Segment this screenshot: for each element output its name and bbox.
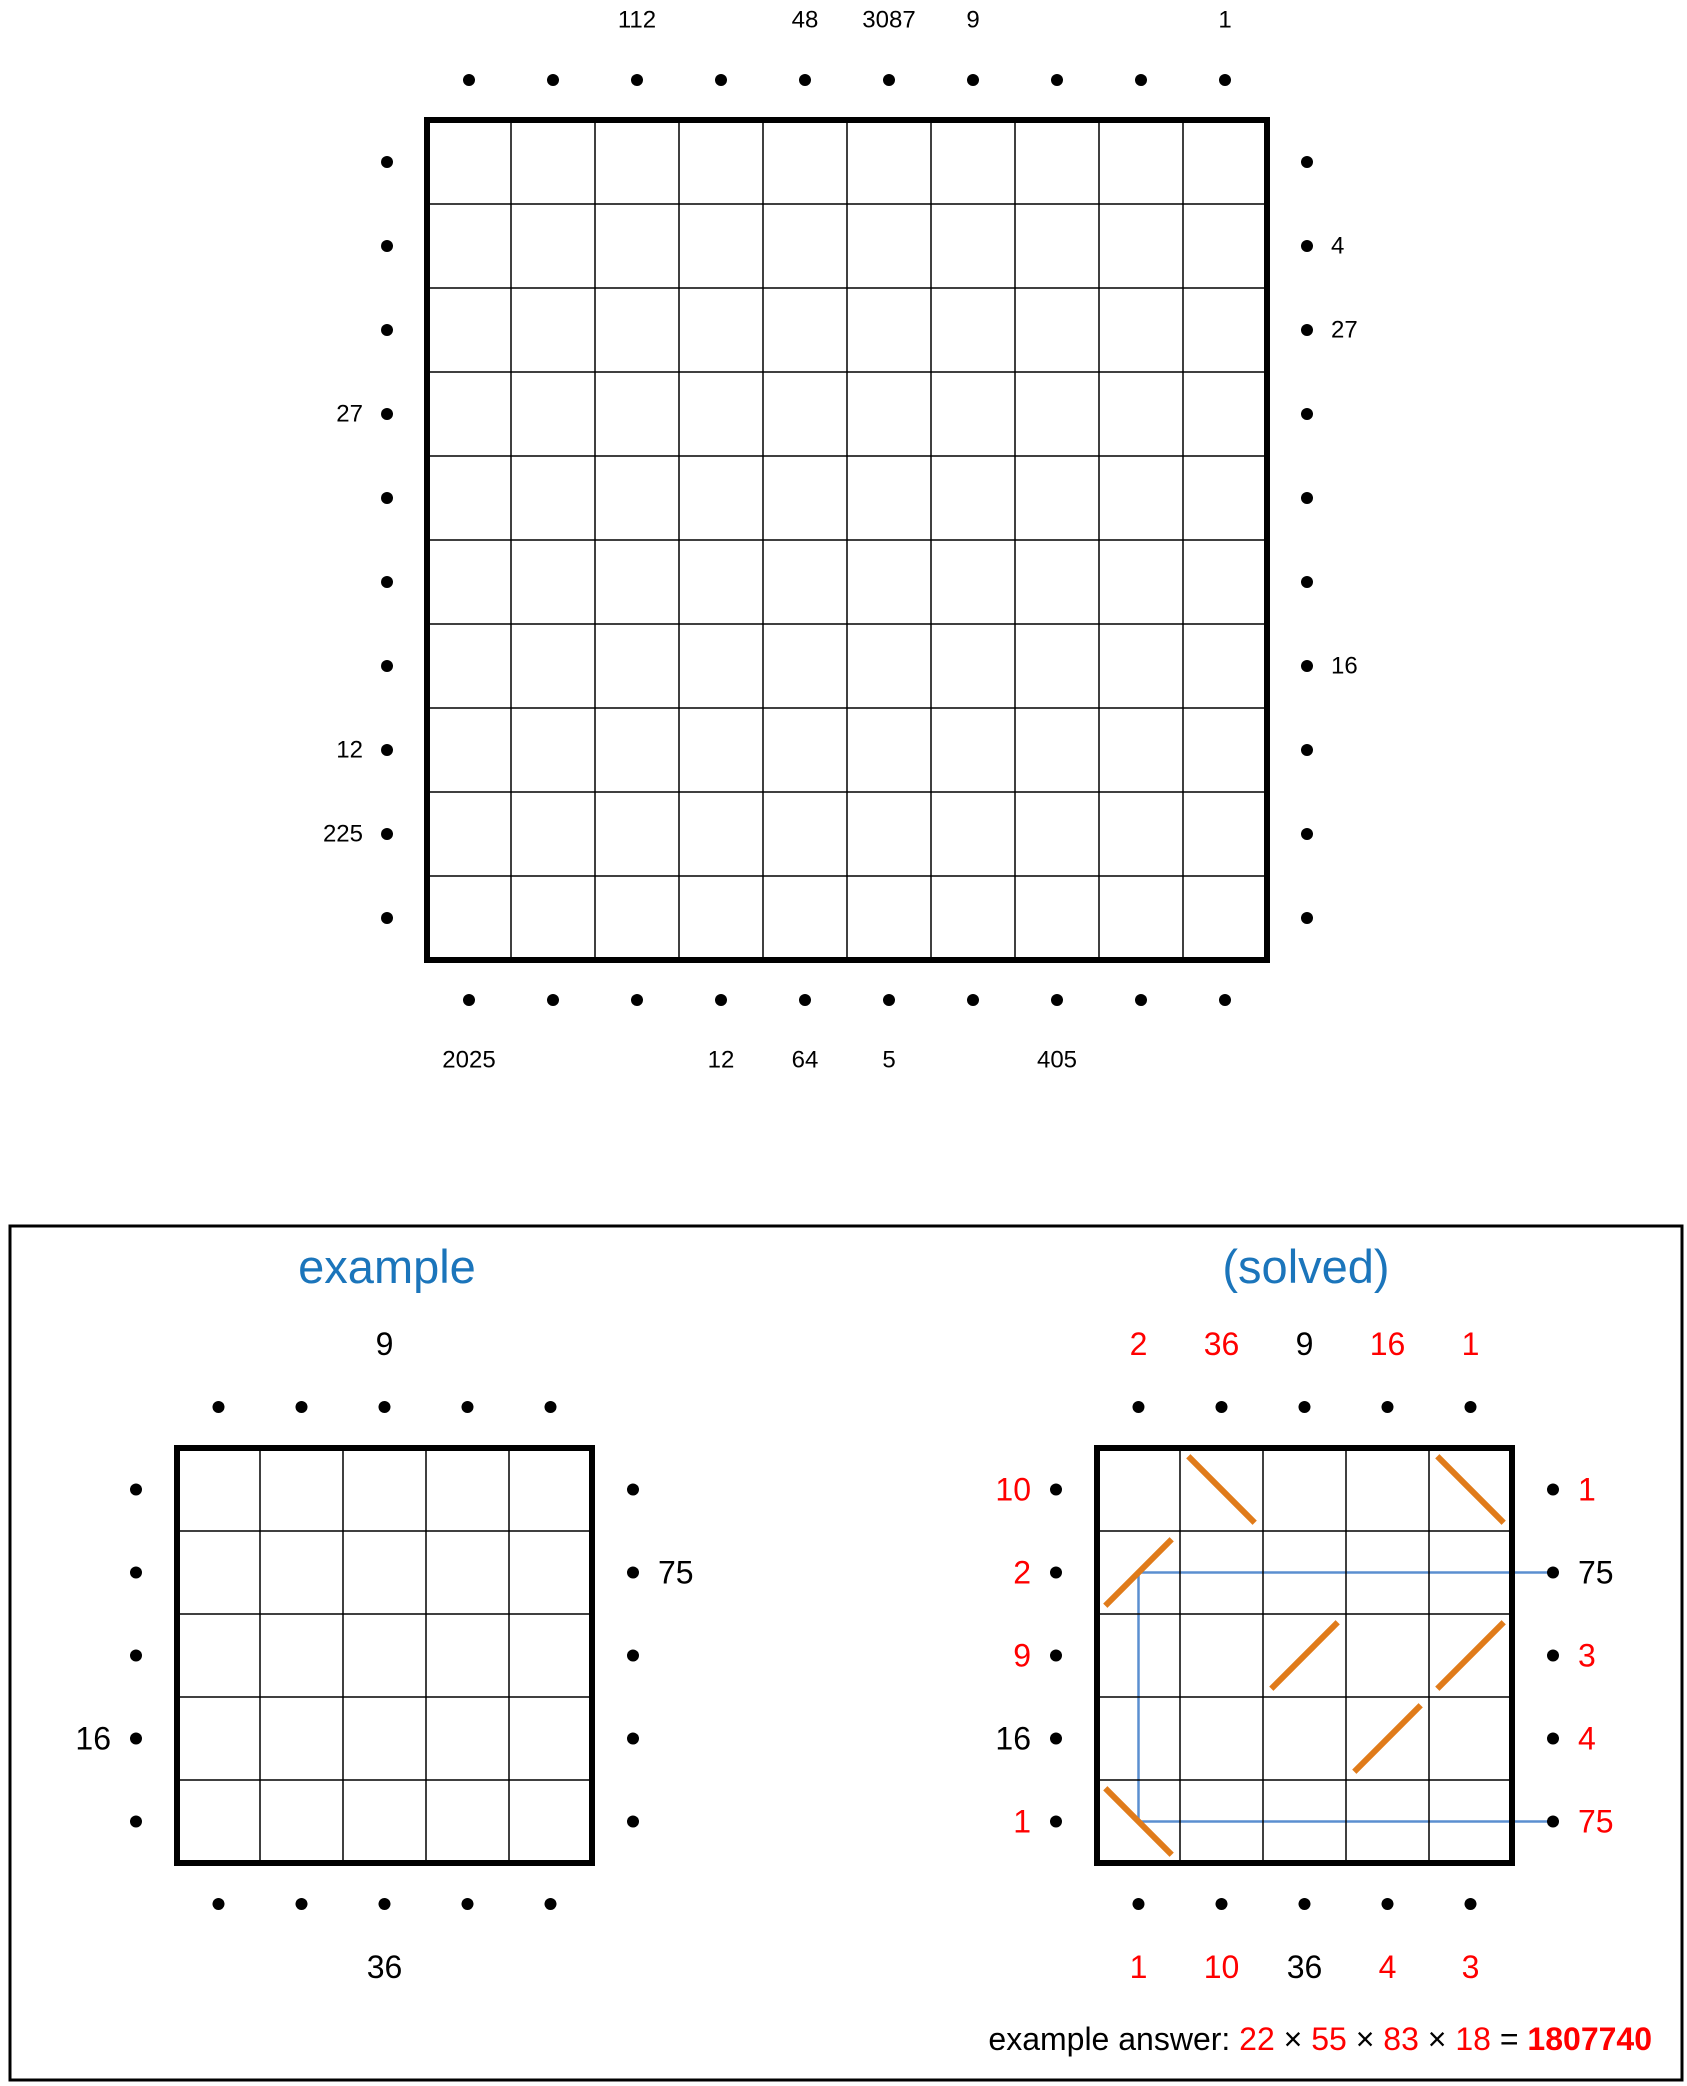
main-dot-top: [1051, 74, 1063, 86]
example-clue-bottom: 36: [366, 1949, 403, 1985]
solved-clue-top: 9: [1295, 1326, 1314, 1362]
example-grid-border: [177, 1448, 592, 1863]
solved-clue-left: 2: [1013, 1554, 1031, 1591]
main-dot-left: [381, 156, 393, 168]
solved-clue-bottom: 36: [1286, 1949, 1323, 1985]
solved-clue-top: 16: [1369, 1326, 1406, 1362]
main-dot-left: [381, 492, 393, 504]
solved-clue-right: 1: [1578, 1471, 1596, 1508]
main-dot-left: [381, 744, 393, 756]
example-dot-bottom: [379, 1898, 391, 1910]
solved-dot-right: [1547, 1816, 1559, 1828]
main-dot-top: [799, 74, 811, 86]
main-dot-right: [1301, 156, 1313, 168]
example-dot-left: [130, 1816, 142, 1828]
main-dot-bottom: [799, 994, 811, 1006]
main-clue-top: 48: [791, 6, 819, 34]
main-clue-left: 27: [336, 400, 363, 428]
main-dot-right: [1301, 576, 1313, 588]
main-dot-bottom: [883, 994, 895, 1006]
solved-dot-top: [1216, 1401, 1228, 1413]
example-dot-bottom: [545, 1898, 557, 1910]
solved-dot-top: [1133, 1401, 1145, 1413]
solved-clue-top: 2: [1129, 1326, 1148, 1362]
answer-factor-1: 22: [1239, 2021, 1275, 2057]
example-dot-top: [213, 1401, 225, 1413]
example-dot-right: [627, 1484, 639, 1496]
solved-dot-right: [1547, 1567, 1559, 1579]
main-dot-left: [381, 324, 393, 336]
solved-dot-left: [1050, 1733, 1062, 1745]
solved-clue-left: 9: [1013, 1637, 1031, 1674]
main-dot-left: [381, 912, 393, 924]
example-dot-bottom: [213, 1898, 225, 1910]
main-puzzle-grid: [427, 120, 1267, 960]
main-clue-top: 1: [1218, 6, 1232, 34]
main-dot-right: [1301, 408, 1313, 420]
main-dot-right: [1301, 660, 1313, 672]
solved-mirror: [1271, 1622, 1337, 1688]
main-clue-bottom: 2025: [442, 1046, 496, 1074]
example-title: example: [298, 1240, 476, 1293]
example-dot-right: [627, 1733, 639, 1745]
main-clue-top: 112: [617, 6, 657, 34]
main-dot-bottom: [1135, 994, 1147, 1006]
solved-clue-bottom: 1: [1129, 1949, 1148, 1985]
main-dot-top: [967, 74, 979, 86]
main-dot-left: [381, 828, 393, 840]
solved-dot-top: [1465, 1401, 1477, 1413]
main-clue-bottom: 64: [791, 1046, 819, 1074]
solved-clue-top: 36: [1203, 1326, 1240, 1362]
main-clue-bottom: 12: [707, 1046, 735, 1074]
solved-clue-right: 4: [1578, 1720, 1596, 1757]
main-clue-top: 3087: [862, 6, 916, 34]
main-dot-bottom: [1219, 994, 1231, 1006]
answer-prefix: example answer:: [988, 2021, 1240, 2057]
example-clue-left: 16: [75, 1720, 111, 1757]
main-clue-right: 16: [1331, 652, 1358, 680]
main-dot-bottom: [1051, 994, 1063, 1006]
solved-dot-right: [1547, 1484, 1559, 1496]
main-dot-right: [1301, 492, 1313, 504]
example-dot-left: [130, 1567, 142, 1579]
answer-factor-3: 83: [1383, 2021, 1419, 2057]
solved-clue-bottom: 4: [1378, 1949, 1397, 1985]
solved-clue-right: 75: [1578, 1554, 1614, 1591]
solved-clue-right: 75: [1578, 1803, 1614, 1840]
example-dots: [130, 1401, 639, 1910]
example-dot-left: [130, 1484, 142, 1496]
solved-dot-top: [1382, 1401, 1394, 1413]
solved-dot-bottom: [1465, 1898, 1477, 1910]
solved-dot-left: [1050, 1484, 1062, 1496]
example-dot-top: [296, 1401, 308, 1413]
example-grid: [177, 1448, 592, 1863]
main-dot-left: [381, 240, 393, 252]
example-dot-left: [130, 1650, 142, 1662]
main-dot-bottom: [631, 994, 643, 1006]
example-dot-bottom: [462, 1898, 474, 1910]
solved-dot-left: [1050, 1816, 1062, 1828]
main-clue-left: 225: [322, 820, 363, 848]
answer-times-2: ×: [1355, 2021, 1375, 2057]
solved-clue-top: 1: [1461, 1326, 1480, 1362]
solved-dot-top: [1299, 1401, 1311, 1413]
main-dot-top: [463, 74, 475, 86]
main-clue-bottom: 5: [882, 1046, 896, 1074]
main-clue-top: 9: [966, 6, 980, 34]
example-dot-top: [545, 1401, 557, 1413]
answer-factor-4: 18: [1455, 2021, 1491, 2057]
example-clue-top: 9: [375, 1326, 394, 1362]
main-clue-bottom: 405: [1036, 1046, 1078, 1074]
example-dot-right: [627, 1567, 639, 1579]
solved-mirror: [1437, 1456, 1503, 1522]
example-dot-top: [379, 1401, 391, 1413]
example-dot-right: [627, 1816, 639, 1828]
solved-dot-bottom: [1382, 1898, 1394, 1910]
solved-dot-right: [1547, 1650, 1559, 1662]
main-clue-left: 12: [336, 736, 363, 764]
main-dot-right: [1301, 828, 1313, 840]
answer-result: 1807740: [1527, 2021, 1652, 2057]
main-dot-left: [381, 660, 393, 672]
main-dot-right: [1301, 912, 1313, 924]
main-dot-bottom: [715, 994, 727, 1006]
main-dot-bottom: [463, 994, 475, 1006]
main-clue-right: 4: [1331, 232, 1345, 260]
solved-mirror: [1188, 1456, 1254, 1522]
answer-times-3: ×: [1427, 2021, 1447, 2057]
solved-dot-bottom: [1216, 1898, 1228, 1910]
main-clue-right: 27: [1331, 316, 1358, 344]
solved-dot-bottom: [1299, 1898, 1311, 1910]
main-dot-top: [631, 74, 643, 86]
answer-equals: =: [1499, 2021, 1519, 2057]
example-answer: [988, 2021, 1652, 2057]
solved-mirrors: [1105, 1456, 1503, 1854]
main-dot-bottom: [547, 994, 559, 1006]
example-dot-right: [627, 1650, 639, 1662]
solved-mirror: [1437, 1622, 1503, 1688]
solved-clue-left: 1: [1013, 1803, 1031, 1840]
solved-clue-left: 16: [995, 1720, 1031, 1757]
answer-times-1: ×: [1283, 2021, 1303, 2057]
example-dot-left: [130, 1733, 142, 1745]
solved-dot-right: [1547, 1733, 1559, 1745]
solved-title: (solved): [1222, 1240, 1390, 1293]
example-clues: [75, 1326, 693, 1985]
main-dot-right: [1301, 744, 1313, 756]
solved-dot-left: [1050, 1567, 1062, 1579]
solved-clue-right: 3: [1578, 1637, 1596, 1674]
solved-clue-bottom: 3: [1461, 1949, 1480, 1985]
main-dot-right: [1301, 324, 1313, 336]
main-dot-top: [883, 74, 895, 86]
main-dot-top: [547, 74, 559, 86]
main-dot-right: [1301, 240, 1313, 252]
main-dot-left: [381, 576, 393, 588]
main-dot-top: [1135, 74, 1147, 86]
main-dot-top: [1219, 74, 1231, 86]
example-panel-frame: [10, 1226, 1682, 2080]
example-dot-top: [462, 1401, 474, 1413]
example-dot-bottom: [296, 1898, 308, 1910]
solved-clue-bottom: 10: [1203, 1949, 1240, 1985]
main-dot-bottom: [967, 994, 979, 1006]
solved-dot-left: [1050, 1650, 1062, 1662]
main-dot-top: [715, 74, 727, 86]
main-dot-left: [381, 408, 393, 420]
answer-factor-2: 55: [1311, 2021, 1347, 2057]
solved-mirror: [1354, 1705, 1420, 1771]
solved-dot-bottom: [1133, 1898, 1145, 1910]
solved-clue-left: 10: [995, 1471, 1031, 1508]
example-clue-right: 75: [658, 1554, 694, 1591]
